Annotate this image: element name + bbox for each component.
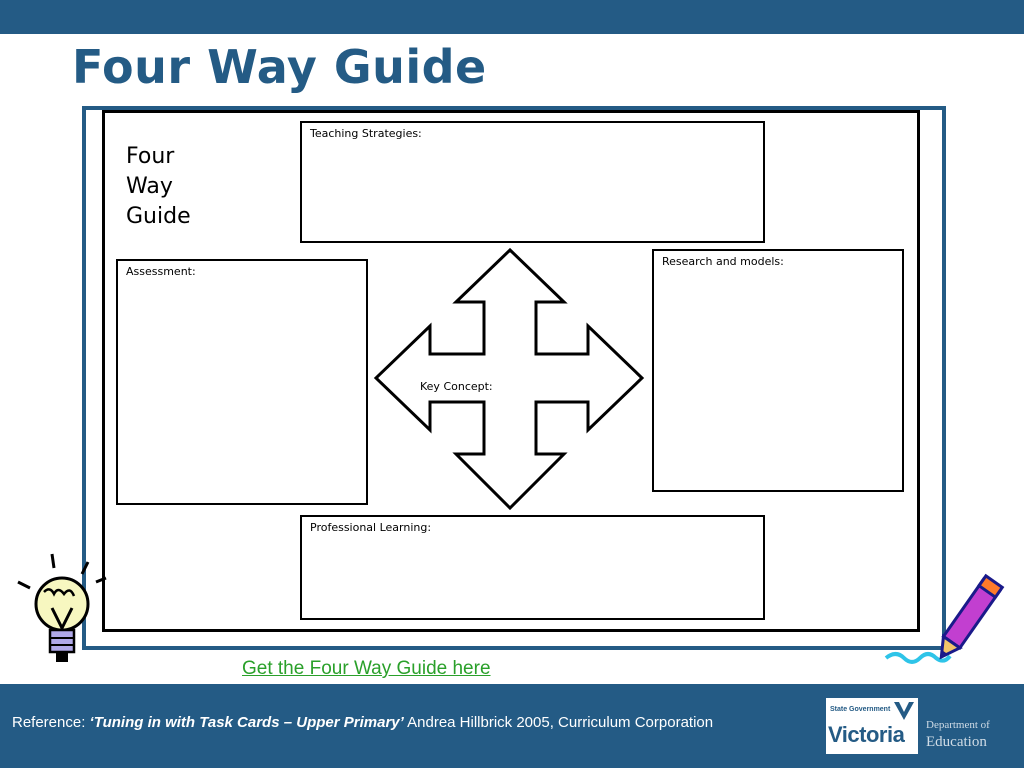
dept-line-2: Education bbox=[926, 734, 987, 750]
slide-title: Four Way Guide bbox=[72, 40, 487, 94]
assessment-label: Assessment: bbox=[126, 265, 196, 278]
four-way-arrow-icon bbox=[370, 246, 650, 512]
heading-line-2: Way bbox=[126, 174, 173, 199]
professional-learning-label: Professional Learning: bbox=[310, 521, 432, 534]
reference-title: ‘Tuning in with Task Cards – Upper Primary’ bbox=[89, 714, 404, 731]
get-guide-link[interactable]: Get the Four Way Guide here bbox=[242, 658, 491, 679]
victoria-logo bbox=[826, 698, 918, 754]
heading-line-1: Four bbox=[126, 144, 175, 169]
lightbulb-icon bbox=[14, 552, 110, 672]
reference-rest: Andrea Hillbrick 2005, Curriculum Corporation bbox=[403, 714, 714, 731]
teaching-strategies-box bbox=[300, 121, 765, 243]
dept-line-1: Department of bbox=[926, 719, 990, 731]
department-label bbox=[926, 720, 990, 750]
reference-text bbox=[12, 714, 713, 731]
research-label: Research and models: bbox=[662, 255, 784, 268]
worksheet-heading bbox=[126, 142, 191, 232]
key-concept-label: Key Concept: bbox=[420, 380, 493, 393]
pencil-icon bbox=[880, 566, 1010, 676]
reference-prefix: Reference: bbox=[12, 714, 90, 731]
research-box bbox=[652, 249, 904, 492]
heading-line-3: Guide bbox=[126, 204, 191, 229]
logo-big-text: Victoria bbox=[828, 722, 905, 747]
logo-v-mark-icon bbox=[892, 700, 916, 722]
top-bar bbox=[0, 0, 1024, 34]
logo-small-text: State Government bbox=[830, 706, 891, 713]
teaching-strategies-label: Teaching Strategies: bbox=[310, 127, 422, 140]
professional-learning-box bbox=[300, 515, 765, 620]
assessment-box bbox=[116, 259, 368, 505]
